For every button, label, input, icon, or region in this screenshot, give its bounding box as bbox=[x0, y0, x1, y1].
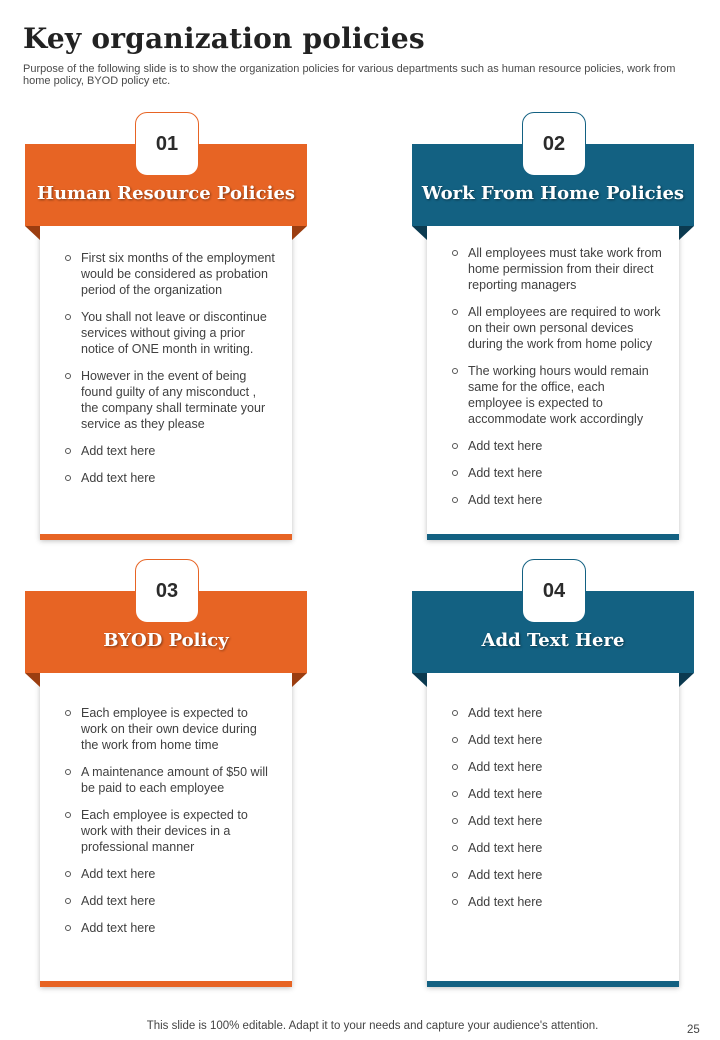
card-list bbox=[452, 245, 662, 519]
list-item bbox=[65, 807, 275, 855]
circle-bullet-icon bbox=[65, 475, 71, 481]
circle-bullet-icon bbox=[452, 443, 458, 449]
circle-bullet-icon bbox=[452, 764, 458, 770]
list-item-text: Add text here bbox=[81, 894, 156, 908]
list-item bbox=[65, 764, 275, 796]
circle-bullet-icon bbox=[65, 373, 71, 379]
list-item bbox=[452, 732, 662, 748]
circle-bullet-icon bbox=[65, 925, 71, 931]
circle-bullet-icon bbox=[65, 769, 71, 775]
footer-note: This slide is 100% editable. Adapt it to your needs and capture your audience's attention. bbox=[146, 1020, 599, 1032]
banner-fold-left bbox=[412, 673, 427, 687]
card-number-badge: 04 bbox=[522, 559, 586, 623]
list-item-text: Add text here bbox=[468, 814, 543, 828]
list-item bbox=[452, 304, 662, 352]
list-item bbox=[452, 894, 662, 910]
card-number-badge: 02 bbox=[522, 112, 586, 176]
banner-fold-left bbox=[412, 226, 427, 240]
card-list bbox=[452, 705, 662, 921]
circle-bullet-icon bbox=[452, 845, 458, 851]
list-item-text: A maintenance amount of $50 will be paid to each employee bbox=[81, 765, 268, 795]
circle-bullet-icon bbox=[65, 448, 71, 454]
list-item bbox=[452, 705, 662, 721]
card-number-badge: 01 bbox=[135, 112, 199, 176]
list-item-text: Each employee is expected to work with their devices in a professional manner bbox=[81, 808, 248, 854]
list-item bbox=[65, 920, 275, 936]
list-item bbox=[452, 363, 662, 427]
card-heading: Add Text Here bbox=[481, 630, 625, 651]
list-item bbox=[452, 759, 662, 775]
list-item-text: However in the event of being found guilty of any misconduct , the company shall terminate your service as they please bbox=[81, 369, 266, 431]
list-item-text: All employees are required to work on their own personal devices during the work from home policy bbox=[468, 305, 661, 351]
banner-fold-right bbox=[292, 226, 307, 240]
list-item-text: First six months of the employment would be considered as probation period of the organization bbox=[81, 251, 275, 297]
circle-bullet-icon bbox=[452, 737, 458, 743]
list-item-text: Add text here bbox=[468, 895, 543, 909]
list-item-text: Add text here bbox=[468, 841, 543, 855]
card-list bbox=[65, 705, 275, 947]
circle-bullet-icon bbox=[65, 812, 71, 818]
list-item-text: The working hours would remain same for the office, each employee is expected to accommodate work accordingly bbox=[468, 364, 649, 426]
circle-bullet-icon bbox=[452, 497, 458, 503]
circle-bullet-icon bbox=[452, 899, 458, 905]
list-item-text: Add text here bbox=[468, 493, 543, 507]
card-wfh-policies bbox=[412, 112, 694, 542]
list-item-text: Add text here bbox=[468, 733, 543, 747]
list-item bbox=[65, 866, 275, 882]
page-subtitle: Purpose of the following slide is to show the organization policies for various departments such as human resource policies, work from home policy, BYOD policy etc. bbox=[23, 63, 676, 87]
card-hr-policies bbox=[25, 112, 307, 542]
circle-bullet-icon bbox=[452, 791, 458, 797]
list-item bbox=[65, 470, 275, 486]
circle-bullet-icon bbox=[65, 314, 71, 320]
circle-bullet-icon bbox=[452, 872, 458, 878]
list-item bbox=[452, 813, 662, 829]
list-item bbox=[452, 245, 662, 293]
list-item-text: Add text here bbox=[468, 787, 543, 801]
list-item bbox=[65, 893, 275, 909]
list-item bbox=[452, 840, 662, 856]
card-number-badge: 03 bbox=[135, 559, 199, 623]
list-item-text: Add text here bbox=[81, 444, 156, 458]
circle-bullet-icon bbox=[452, 309, 458, 315]
list-item-text: Add text here bbox=[468, 439, 543, 453]
list-item bbox=[452, 438, 662, 454]
circle-bullet-icon bbox=[65, 255, 71, 261]
page-title: Key organization policies bbox=[23, 22, 425, 55]
circle-bullet-icon bbox=[65, 710, 71, 716]
list-item bbox=[452, 786, 662, 802]
page-number: 25 bbox=[687, 1024, 700, 1036]
banner-fold-right bbox=[679, 673, 694, 687]
list-item bbox=[452, 465, 662, 481]
banner-fold-right bbox=[292, 673, 307, 687]
list-item bbox=[452, 867, 662, 883]
list-item bbox=[452, 492, 662, 508]
list-item-text: Add text here bbox=[468, 706, 543, 720]
list-item-text: Add text here bbox=[81, 867, 156, 881]
card-add-text bbox=[412, 559, 694, 989]
list-item-text: Add text here bbox=[81, 921, 156, 935]
circle-bullet-icon bbox=[452, 368, 458, 374]
list-item-text: All employees must take work from home permission from their direct reporting managers bbox=[468, 246, 662, 292]
list-item bbox=[65, 368, 275, 432]
circle-bullet-icon bbox=[65, 871, 71, 877]
card-heading: Work From Home Policies bbox=[421, 183, 685, 204]
banner-fold-right bbox=[679, 226, 694, 240]
card-heading: BYOD Policy bbox=[103, 630, 229, 651]
list-item-text: Each employee is expected to work on their own device during the work from home time bbox=[81, 706, 257, 752]
list-item bbox=[65, 443, 275, 459]
banner-fold-left bbox=[25, 673, 40, 687]
circle-bullet-icon bbox=[65, 898, 71, 904]
list-item-text: Add text here bbox=[468, 466, 543, 480]
circle-bullet-icon bbox=[452, 470, 458, 476]
list-item-text: Add text here bbox=[81, 471, 156, 485]
list-item-text: Add text here bbox=[468, 868, 543, 882]
card-byod-policy bbox=[25, 559, 307, 989]
banner-fold-left bbox=[25, 226, 40, 240]
list-item-text: Add text here bbox=[468, 760, 543, 774]
circle-bullet-icon bbox=[452, 818, 458, 824]
list-item-text: You shall not leave or discontinue services without giving a prior notice of ONE month in writing. bbox=[81, 310, 267, 356]
circle-bullet-icon bbox=[452, 710, 458, 716]
card-list bbox=[65, 250, 275, 497]
circle-bullet-icon bbox=[452, 250, 458, 256]
card-heading: Human Resource Policies bbox=[36, 183, 296, 204]
list-item bbox=[65, 705, 275, 753]
list-item bbox=[65, 309, 275, 357]
list-item bbox=[65, 250, 275, 298]
